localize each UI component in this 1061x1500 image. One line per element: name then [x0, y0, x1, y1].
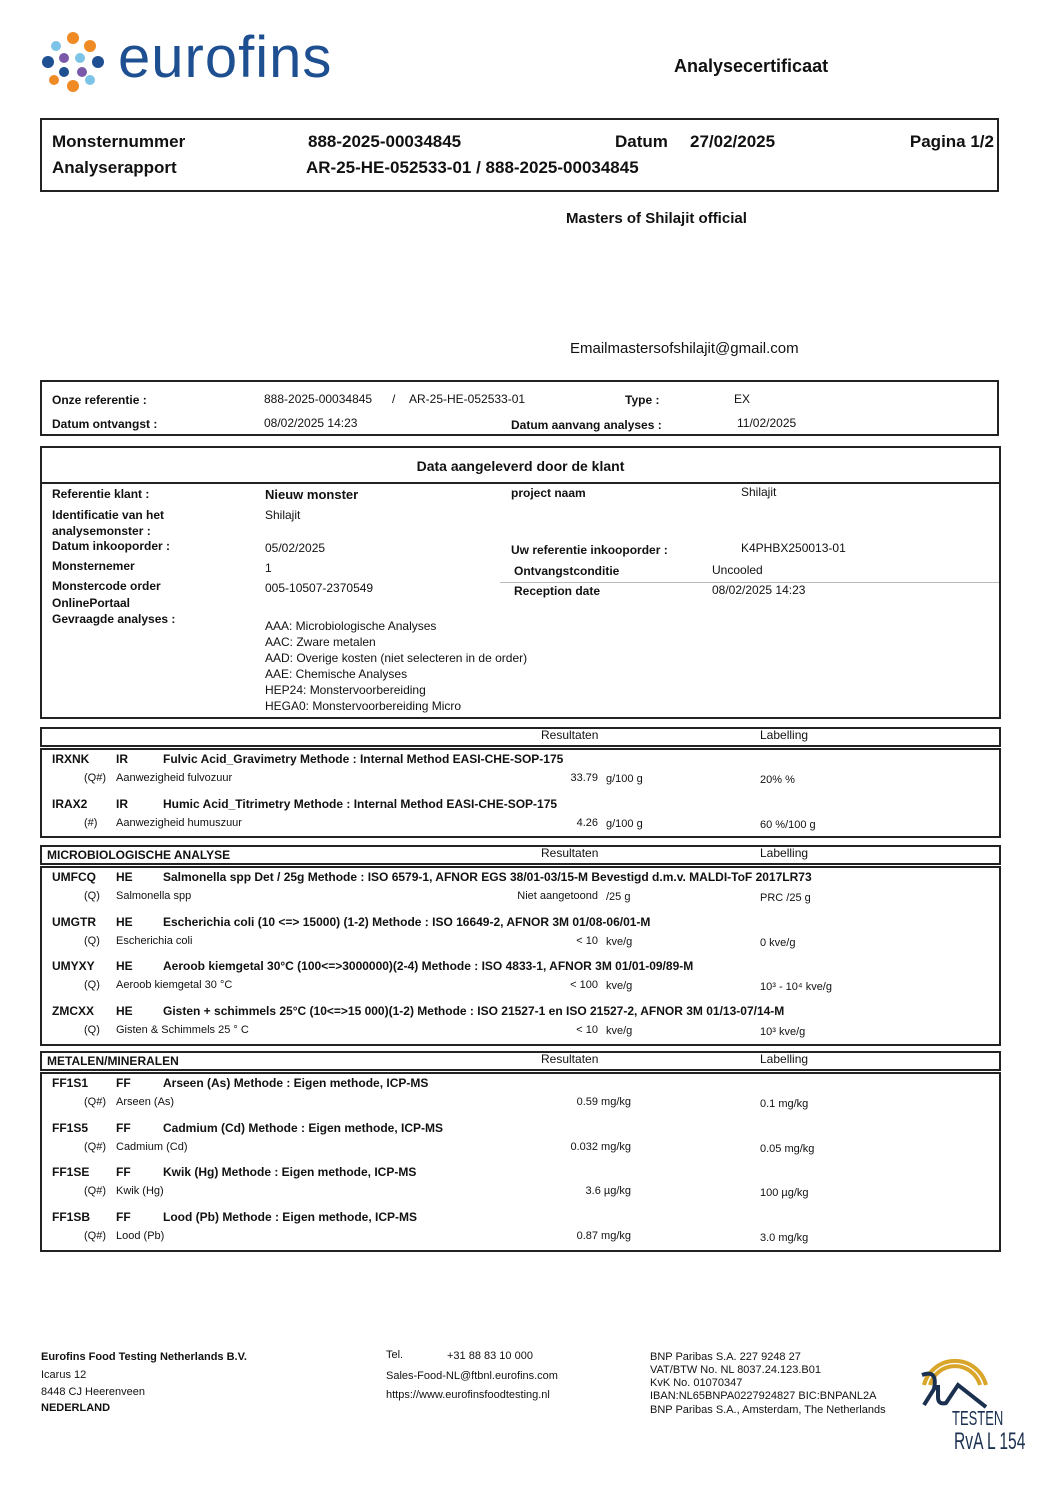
date: 27/02/2025: [690, 132, 776, 151]
test-qualifier: (Q): [84, 934, 100, 947]
results-column-header: Resultaten: [541, 846, 599, 860]
test-parameter: Aanwezigheid fulvozuur: [116, 772, 233, 784]
order-code-label: Monstercode order: [52, 579, 161, 593]
test-method: Humic Acid_Titrimetry Methode : Internal Method EASI-CHE-SOP-175: [163, 796, 558, 811]
test-unit: kve/g: [606, 935, 633, 948]
report-label: Analyserapport: [52, 158, 177, 177]
test-qualifier: (Q#): [84, 1230, 106, 1243]
section-body: [40, 1072, 1001, 1252]
our-reference: 888-2025-00034845: [264, 392, 373, 406]
test-result: 0.87 mg/kg: [576, 1230, 631, 1243]
footer-country: NEDERLAND: [41, 1402, 111, 1414]
test-labelling: 100 µg/kg: [760, 1187, 809, 1200]
section-title: MICROBIOLOGISCHE ANALYSE: [47, 848, 231, 862]
footer-city: 8448 CJ Heerenveen: [41, 1386, 145, 1398]
test-result: < 100: [570, 979, 598, 992]
sample-number-label: Monsternummer: [52, 132, 186, 151]
po-date-label: Datum inkooporder :: [52, 539, 171, 553]
date-label: Datum: [615, 132, 668, 151]
reception-label: Reception date: [514, 584, 601, 598]
test-result: 4.26: [576, 816, 598, 829]
test-parameter: Gisten & Schimmels 25 ° C: [116, 1024, 249, 1037]
test-unit: g/100 g: [606, 817, 643, 830]
test-unit: kve/g: [606, 1025, 633, 1038]
test-result: 33.79: [570, 772, 598, 784]
test-qualifier: (Q): [84, 890, 100, 902]
requested-analysis-item: AAA: Microbiologische Analyses: [265, 619, 437, 633]
project-label: project naam: [511, 486, 586, 500]
labelling-column-header: Labelling: [760, 1052, 809, 1066]
test-result: 3.6 µg/kg: [585, 1185, 631, 1198]
client-name: Masters of Shilajit official: [566, 210, 747, 227]
condition-label: Ontvangstconditie: [514, 564, 620, 578]
requested-analysis-item: AAE: Chemische Analyses: [265, 667, 408, 681]
test-result: Niet aangetoond: [517, 890, 598, 902]
received-label: Datum ontvangst :: [52, 417, 158, 431]
test-method: Kwik (Hg) Methode : Eigen methode, ICP-MS: [163, 1165, 417, 1180]
test-department: FF: [116, 1165, 131, 1180]
test-labelling: 0.05 mg/kg: [760, 1142, 815, 1155]
section-header: [40, 727, 1001, 747]
ref-client: Nieuw monster: [265, 487, 359, 502]
footer-kvk: KvK No. 01070347: [650, 1377, 743, 1389]
footer-street: Icarus 12: [41, 1369, 87, 1381]
footer-vat: VAT/BTW No. NL 8037.24.123.B01: [650, 1364, 821, 1376]
labelling-column-header: Labelling: [760, 728, 809, 742]
start-date: 11/02/2025: [737, 416, 797, 430]
ident: Shilajit: [265, 508, 301, 522]
test-result: < 10: [576, 934, 598, 947]
test-parameter: Aanwezigheid humuszuur: [116, 816, 242, 829]
test-department: IR: [116, 752, 128, 766]
test-department: HE: [116, 870, 133, 884]
test-department: IR: [116, 796, 128, 811]
footer-company: Eurofins Food Testing Netherlands B.V.: [41, 1351, 247, 1363]
test-code: FF1S5: [52, 1120, 89, 1135]
our-reference-label: Onze referentie :: [52, 393, 147, 407]
test-code: FF1SB: [52, 1210, 91, 1225]
customer-data-title: Data aangeleverd door de klant: [416, 458, 625, 474]
project-name: Shilajit: [741, 485, 777, 499]
po-date: 05/02/2025: [265, 541, 326, 555]
ident-label-2: analysemonster :: [52, 524, 151, 538]
brand-name: eurofins: [118, 25, 333, 90]
results-column-header: Resultaten: [541, 728, 599, 742]
test-labelling: 10³ - 10⁴ kve/g: [760, 981, 832, 994]
test-code: IRXNK: [52, 752, 90, 766]
test-labelling: 20% %: [760, 774, 795, 786]
test-labelling: 0 kve/g: [760, 936, 796, 949]
document-title: Analysecertificaat: [674, 56, 829, 76]
section-header: [40, 1051, 1001, 1071]
footer-bank-address: BNP Paribas S.A., Amsterdam, The Netherlands: [650, 1404, 886, 1416]
test-parameter: Arseen (As): [116, 1096, 175, 1108]
order-code-label-2: OnlinePortaal: [52, 596, 131, 610]
client-email: Emailmastersofshilajit@gmail.com: [570, 340, 799, 357]
ref-client-label: Referentie klant :: [52, 487, 150, 501]
rva-testen: TESTEN: [952, 1408, 1004, 1430]
test-department: HE: [116, 959, 133, 974]
test-unit: kve/g: [606, 980, 633, 993]
test-qualifier: (Q): [84, 1024, 100, 1037]
test-code: FF1S1: [52, 1076, 89, 1090]
sample-number: 888-2025-00034845: [308, 132, 462, 151]
condition: Uncooled: [712, 563, 763, 577]
test-qualifier: (Q): [84, 979, 100, 992]
test-code: UMFCQ: [52, 870, 96, 884]
section-title: METALEN/MINERALEN: [47, 1054, 179, 1068]
start-label: Datum aanvang analyses :: [511, 418, 662, 432]
labelling-column-header: Labelling: [760, 846, 809, 860]
test-parameter: Kwik (Hg): [116, 1185, 164, 1198]
requested-analysis-item: HEGA0: Monstervoorbereiding Micro: [265, 699, 462, 713]
test-labelling: 0.1 mg/kg: [760, 1098, 809, 1110]
footer-iban: IBAN:NL65BNPA0227924827 BIC:BNPANL2A: [650, 1390, 877, 1402]
test-code: UMYXY: [52, 959, 95, 974]
footer-tel-label: Tel.: [386, 1349, 404, 1361]
footer-email[interactable]: Sales-Food-NL@ftbnl.eurofins.com: [386, 1370, 558, 1382]
test-labelling: PRC /25 g: [760, 892, 811, 904]
test-method: Fulvic Acid_Gravimetry Methode : Internal Method EASI-CHE-SOP-175: [163, 752, 564, 766]
received-date: 08/02/2025 14:23: [264, 416, 358, 430]
sampler: 1: [265, 561, 272, 575]
order-code: 005-10507-2370549: [265, 581, 374, 595]
test-method: Gisten + schimmels 25°C (10<=>15 000)(1-2) Methode : ISO 21527-1 en ISO 21527-2, AFNOR 3M 01/13-07/14-M: [163, 1004, 785, 1019]
test-method: Cadmium (Cd) Methode : Eigen methode, ICP-MS: [163, 1120, 444, 1135]
test-unit: g/100 g: [606, 773, 643, 785]
reception-date: 08/02/2025 14:23: [712, 583, 806, 597]
rva-accreditation-icon: [916, 1345, 996, 1411]
requested-analysis-item: AAC: Zware metalen: [265, 635, 376, 649]
type: EX: [734, 392, 751, 406]
test-result: 0.032 mg/kg: [570, 1140, 631, 1153]
test-method: Arseen (As) Methode : Eigen methode, ICP-MS: [163, 1076, 429, 1090]
test-unit: /25 g: [606, 891, 631, 903]
ident-label: Identificatie van het: [52, 508, 165, 522]
separator: /: [392, 392, 396, 406]
report-number: AR-25-HE-052533-01 / 888-2025-00034845: [306, 158, 639, 177]
test-qualifier: (Q#): [84, 1140, 106, 1153]
test-code: UMGTR: [52, 914, 96, 929]
test-result: < 10: [576, 1024, 598, 1037]
test-department: FF: [116, 1210, 131, 1225]
test-method: Lood (Pb) Methode : Eigen methode, ICP-MS: [163, 1210, 417, 1225]
test-qualifier: (Q#): [84, 1185, 106, 1198]
test-method: Aeroob kiemgetal 30°C (100<=>3000000)(2-4) Methode : ISO 4833-1, AFNOR 3M 01/01-09/89-M: [163, 959, 694, 974]
sampler-label: Monsternemer: [52, 559, 135, 573]
test-labelling: 3.0 mg/kg: [760, 1232, 809, 1245]
test-parameter: Lood (Pb): [116, 1230, 165, 1243]
header-box: [40, 118, 999, 192]
test-qualifier: (#): [84, 816, 98, 829]
test-labelling: 60 %/100 g: [760, 818, 816, 831]
footer-bank-1: BNP Paribas S.A. 227 9248 27: [650, 1351, 801, 1363]
results-column-header: Resultaten: [541, 1052, 599, 1066]
requested-analysis-item: AAD: Overige kosten (niet selecteren in de order): [265, 651, 528, 665]
test-department: HE: [116, 914, 133, 929]
footer-tel: +31 88 83 10 000: [447, 1350, 533, 1362]
our-reference-2: AR-25-HE-052533-01: [409, 392, 526, 406]
rva-number: RvA L 154: [954, 1428, 1026, 1455]
test-method: Escherichia coli (10 <=> 15000) (1-2) Methode : ISO 16649-2, AFNOR 3M 01/08-06/01-M: [163, 914, 651, 929]
page-number: Pagina 1/2: [909, 132, 994, 151]
test-parameter: Aeroob kiemgetal 30 °C: [116, 979, 233, 992]
test-method: Salmonella spp Det / 25g Methode : ISO 6579-1, AFNOR EGS 38/01-03/15-M Bevestigd d.m.v. MALDI-ToF 2017LR73: [163, 870, 812, 884]
requested-label: Gevraagde analyses :: [52, 612, 176, 626]
test-department: FF: [116, 1120, 131, 1135]
footer-website[interactable]: https://www.eurofinsfoodtesting.nl: [386, 1389, 550, 1401]
test-parameter: Cadmium (Cd): [116, 1140, 188, 1153]
test-code: ZMCXX: [52, 1004, 94, 1019]
test-parameter: Salmonella spp: [116, 890, 192, 902]
po-ref-label: Uw referentie inkooporder :: [511, 543, 668, 557]
eurofins-logo-icon: [40, 30, 106, 94]
test-labelling: 10³ kve/g: [760, 1026, 806, 1039]
po-ref: K4PHBX250013-01: [741, 541, 846, 555]
test-department: HE: [116, 1004, 133, 1019]
type-label: Type :: [625, 393, 660, 407]
test-result: 0.59 mg/kg: [576, 1096, 631, 1108]
test-qualifier: (Q#): [84, 772, 106, 784]
test-code: FF1SE: [52, 1165, 90, 1180]
test-department: FF: [116, 1076, 131, 1090]
test-parameter: Escherichia coli: [116, 934, 193, 947]
requested-analysis-item: HEP24: Monstervoorbereiding: [265, 683, 426, 697]
test-qualifier: (Q#): [84, 1096, 106, 1108]
test-code: IRAX2: [52, 796, 88, 811]
